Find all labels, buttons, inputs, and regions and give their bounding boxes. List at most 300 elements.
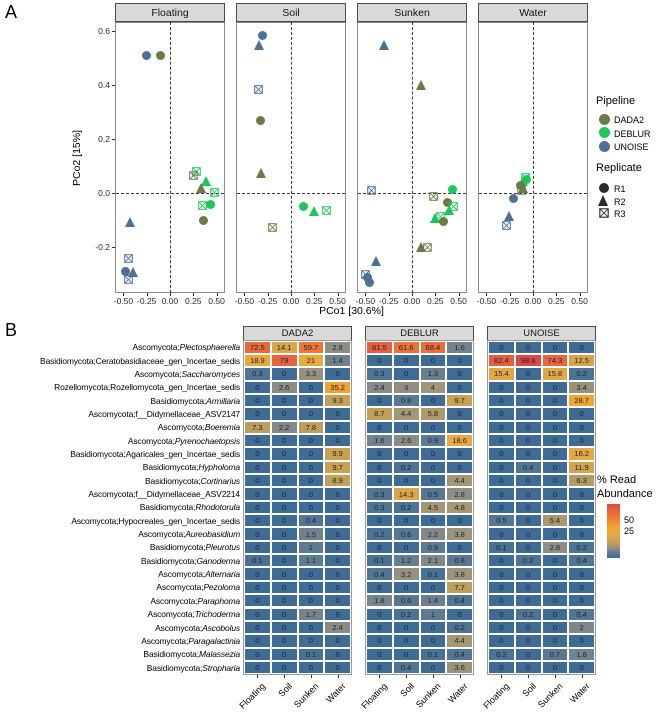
taxon-row-label [0, 527, 240, 540]
heatmap-cell: 0 [542, 554, 569, 567]
heatmap-cell: 4.4 [446, 474, 473, 487]
heatmap-cell: 0 [244, 581, 271, 594]
heatmap-cell: 0 [366, 354, 393, 367]
heatmap-cell: 0.2 [568, 541, 595, 554]
heatmap-cell: 21 [298, 354, 325, 367]
heatmap-cell: 0 [488, 381, 515, 394]
heatmap-cell: 0.2 [393, 608, 420, 621]
heatmap-col-label-floating: Floating [359, 681, 390, 711]
taxon-row-label [0, 634, 240, 647]
pcoa-x-axis-title: PCo1 [30.6%] [319, 305, 384, 317]
y-tick-mark [112, 193, 115, 194]
data-point-dada2-r1 [256, 116, 265, 125]
heatmap-cell: 0 [244, 434, 271, 447]
heatmap-cell: 2.2 [271, 421, 298, 434]
heatmap-cell: 0 [271, 621, 298, 634]
heatmap-cell: 0.2 [515, 608, 542, 621]
heatmap-cell: 0 [488, 594, 515, 607]
taxon-phylum: Ascomycota; [141, 635, 189, 646]
heatmap-cell: 0 [515, 381, 542, 394]
heatmap-cell: 0 [515, 594, 542, 607]
r1-swatch [599, 183, 609, 193]
y-tick-label: 0.4 [98, 80, 110, 91]
heatmap-cell: 2.8 [324, 341, 351, 354]
taxon-genus: Aureobasidium [185, 529, 240, 540]
heatmap-col-tick-mark [257, 675, 258, 678]
dada2-swatch [599, 114, 610, 125]
heatmap-cell: 0 [366, 394, 393, 407]
heatmap-col-label-soil: Soil [398, 681, 417, 699]
taxon-phylum: Ascomycota; [88, 408, 136, 419]
heatmap-cell: 8.9 [324, 474, 351, 487]
heatmap-cell: 4.4 [446, 634, 473, 647]
heatmap-cell: 72.5 [244, 341, 271, 354]
heatmap-cell: 0.4 [568, 554, 595, 567]
heatmap-cell: 0 [244, 648, 271, 661]
x-tick-label: 0.00 [524, 296, 542, 306]
heatmap-cell: 0 [298, 567, 325, 580]
zero-x-reference-line [170, 22, 171, 293]
taxon-row-label [0, 381, 240, 394]
heatmap-cell: 0 [324, 648, 351, 661]
heatmap-cell: 0.4 [568, 608, 595, 621]
y-tick-mark [112, 139, 115, 140]
heatmap-cell: 0 [488, 341, 515, 354]
heatmap-cell: 0 [542, 661, 569, 674]
heatmap-cell: 0 [271, 581, 298, 594]
heatmap-cell: 0 [420, 354, 447, 367]
taxon-row-label [0, 434, 240, 447]
heatmap-col-label-sunken: Sunken [292, 681, 321, 710]
x-tick-label: -0.25 [379, 296, 399, 306]
pcoa-y-axis-title: PCo2 [15%] [71, 129, 83, 187]
taxon-genus: Saccharomyces [181, 368, 240, 379]
taxon-genus: Agaricales_gen_Incertae_sedis [125, 448, 240, 459]
heatmap-cell: 0 [393, 447, 420, 460]
deblur-swatch-icon [598, 127, 610, 139]
heatmap-cell: 0 [298, 581, 325, 594]
heatmap-cell: 0 [515, 367, 542, 380]
heatmap-cell: 0 [515, 661, 542, 674]
heatmap-cell: 0 [244, 461, 271, 474]
heatmap-cell: 0 [515, 407, 542, 420]
taxon-genus: Malassezia [198, 649, 240, 660]
taxon-row-label [0, 608, 240, 621]
heatmap-cell: 0 [515, 501, 542, 514]
heatmap-cell: 0.4 [446, 594, 473, 607]
heatmap-cell: 0 [271, 608, 298, 621]
taxon-phylum: Rozellomycota; [54, 382, 111, 393]
heatmap-cell: 0 [488, 407, 515, 420]
heatmap-cell: 0 [324, 407, 351, 420]
heatmap-cell: 0.3 [366, 501, 393, 514]
heatmap-cell: 4.8 [446, 501, 473, 514]
data-point-dada2-r3 [268, 223, 277, 232]
heatmap-cell: 0.9 [420, 434, 447, 447]
heatmap-cell: 2.6 [393, 434, 420, 447]
data-point-unoise-r2 [125, 217, 135, 227]
legend-item-r1: R1 [614, 184, 626, 194]
heatmap-cell: 3.4 [568, 381, 595, 394]
heatmap-cell: 2.4 [366, 381, 393, 394]
heatmap-cell: 0.6 [393, 594, 420, 607]
heatmap-cell: 0 [393, 421, 420, 434]
taxon-row-label [0, 621, 240, 634]
taxon-genus: Pezoloma [203, 582, 240, 593]
heatmap-cell: 0 [244, 487, 271, 500]
heatmap-cell: 0 [488, 608, 515, 621]
heatmap-cell: 0 [324, 434, 351, 447]
heatmap-cell: 0.7 [542, 648, 569, 661]
taxon-row-label [0, 487, 240, 500]
x-tick-label: 0.00 [403, 296, 421, 306]
heatmap-cell: 2.6 [271, 381, 298, 394]
heatmap-cell: 14.3 [393, 487, 420, 500]
heatmap-cell: 68.4 [420, 341, 447, 354]
heatmap-cell: 4 [420, 381, 447, 394]
x-tick-label: 0.25 [184, 296, 202, 306]
heatmap-cell: 8.7 [366, 407, 393, 420]
heatmap-cell: 0.4 [366, 567, 393, 580]
taxon-genus: Cortinarius [200, 475, 240, 486]
taxon-genus: Rhodotorula [195, 502, 240, 513]
taxon-phylum: Ascomycota; [88, 489, 136, 500]
x-tick-label: 0.50 [329, 296, 346, 306]
heatmap-cell: 0 [488, 434, 515, 447]
heatmap-cell: 0 [446, 354, 473, 367]
heatmap-cell: 7.3 [244, 421, 271, 434]
heatmap-cell: 0 [488, 474, 515, 487]
taxon-phylum: Basidiomycota; [140, 555, 197, 566]
heatmap-cell: 0 [393, 581, 420, 594]
heatmap-cell: 9.3 [324, 394, 351, 407]
heatmap-cell: 4.4 [393, 407, 420, 420]
heatmap-cell: 0 [366, 421, 393, 434]
heatmap-cell: 0.8 [393, 394, 420, 407]
taxon-row-label [0, 581, 240, 594]
heatmap-cell: 15.4 [488, 367, 515, 380]
taxon-phylum: Ascomycota; [158, 569, 206, 580]
taxon-genus: Ceratobasidiaceae_gen_Incertae_sedis [95, 355, 240, 366]
abundance-tick-25: 25 [624, 526, 635, 536]
heatmap-cell: 0 [488, 554, 515, 567]
heatmap-cell: 0 [515, 567, 542, 580]
taxon-genus: f__Didymellaceae_ASV2214 [135, 489, 240, 500]
heatmap-col-tick-mark [406, 675, 407, 678]
zero-x-reference-line [412, 22, 413, 293]
heatmap-cell: 1.6 [366, 434, 393, 447]
heatmap-cell: 0 [568, 594, 595, 607]
heatmap-cell: 0 [244, 501, 271, 514]
taxon-phylum: Basidiomycota; [150, 395, 207, 406]
data-point-deblur-r3 [210, 188, 219, 197]
heatmap-cell: 0 [446, 608, 473, 621]
facet-strip-floating: Floating [115, 3, 225, 22]
heatmap-cell: 0.2 [446, 621, 473, 634]
heatmap-cell: 0 [542, 474, 569, 487]
taxon-genus: Paragalactinia [188, 635, 240, 646]
heatmap-cell: 0 [542, 394, 569, 407]
heatmap-cell: 0 [515, 434, 542, 447]
heatmap-cell: 81.5 [366, 341, 393, 354]
heatmap-cell: 0 [244, 661, 271, 674]
heatmap-cell: 0 [568, 421, 595, 434]
heatmap-cell: 0 [244, 474, 271, 487]
data-point-deblur-r2 [309, 206, 319, 216]
heatmap-cell: 7.8 [298, 421, 325, 434]
heatmap-cell: 0 [488, 581, 515, 594]
heatmap-cell: 0 [568, 581, 595, 594]
heatmap-cell: 0 [488, 394, 515, 407]
heatmap-cell: 0 [366, 447, 393, 460]
heatmap-cell: 0.8 [446, 554, 473, 567]
heatmap-col-label-water: Water [323, 681, 348, 706]
heatmap-cell: 0 [366, 541, 393, 554]
taxon-row-label [0, 421, 240, 434]
y-tick-label: -0.2 [95, 242, 110, 253]
heatmap-cell: 7.7 [446, 581, 473, 594]
heatmap-cell: 59.7 [298, 341, 325, 354]
heatmap-cell: 2 [568, 621, 595, 634]
heatmap-cell: 0 [324, 661, 351, 674]
heatmap-cell: 3.8 [446, 567, 473, 580]
taxon-phylum: Basidiomycota; [149, 542, 206, 553]
data-point-deblur-r3 [322, 206, 331, 215]
heatmap-cell: 0 [298, 461, 325, 474]
heatmap-group-strip-deblur: DEBLUR [365, 326, 474, 341]
heatmap-cell: 0 [271, 461, 298, 474]
heatmap-cell: 0 [366, 474, 393, 487]
x-tick-label: 0.50 [450, 296, 467, 306]
taxon-phylum: Basidiomycota; [142, 462, 199, 473]
r2-triangle-icon [598, 195, 610, 207]
taxon-genus: Plectosphaerella [179, 342, 240, 353]
heatmap-cell: 0 [244, 621, 271, 634]
heatmap-cell: 0 [324, 554, 351, 567]
taxon-genus: Pleurotus [205, 542, 240, 553]
taxon-row-label [0, 514, 240, 527]
taxon-genus: f__Didymellaceae_ASV2147 [135, 408, 240, 419]
heatmap-cell: 1.4 [420, 594, 447, 607]
taxon-row-label [0, 461, 240, 474]
heatmap-cell: 0 [271, 487, 298, 500]
taxon-phylum: Ascomycota; [155, 622, 203, 633]
heatmap-col-label-soil: Soil [276, 681, 295, 699]
heatmap-cell: 0 [244, 608, 271, 621]
taxon-row-label [0, 367, 240, 380]
heatmap-cell: 1.8 [366, 594, 393, 607]
heatmap-cell: 0 [324, 487, 351, 500]
data-point-dada2-r2 [416, 80, 426, 90]
heatmap-col-tick-mark [460, 675, 461, 678]
heatmap-cell: 0 [366, 621, 393, 634]
heatmap-cell: 0 [366, 514, 393, 527]
heatmap-cell: 1 [298, 541, 325, 554]
x-tick-label: -0.50 [355, 296, 376, 306]
heatmap-cell: 61.6 [393, 341, 420, 354]
heatmap-cell: 0 [298, 381, 325, 394]
taxon-row-label [0, 447, 240, 460]
heatmap-cell: 0.3 [244, 367, 271, 380]
heatmap-group-strip-dada2: DADA2 [243, 326, 352, 341]
taxon-phylum: Basidiomycota; [40, 355, 96, 366]
heatmap-cell: 0 [271, 367, 298, 380]
heatmap-cell: 0 [515, 514, 542, 527]
heatmap-cell: 0 [366, 634, 393, 647]
taxon-row-label [0, 648, 240, 661]
heatmap-cell: 0 [366, 608, 393, 621]
r1-circle-icon [598, 182, 610, 194]
heatmap-cell: 0.3 [366, 487, 393, 500]
heatmap-cell: 0 [244, 567, 271, 580]
heatmap-cell: 0 [568, 341, 595, 354]
y-tick-label: 0.2 [98, 134, 110, 145]
heatmap-cell: 0 [324, 608, 351, 621]
data-point-deblur-r1 [299, 202, 308, 211]
heatmap-cell: 0 [271, 394, 298, 407]
heatmap-cell: 0 [324, 541, 351, 554]
heatmap-cell: 0 [324, 501, 351, 514]
taxon-row-label [0, 354, 240, 367]
legend-item-unoise: UNOISE [614, 142, 649, 152]
heatmap-cell: 0 [542, 581, 569, 594]
x-tick-label: 0.50 [571, 296, 588, 306]
heatmap-cell: 0 [446, 381, 473, 394]
heatmap-cell: 0 [568, 567, 595, 580]
heatmap-cell: 0.3 [366, 367, 393, 380]
heatmap-cell: 0 [420, 474, 447, 487]
heatmap-cell: 1 [420, 608, 447, 621]
heatmap-cell: 18.6 [446, 434, 473, 447]
data-point-unoise-r1 [258, 31, 267, 40]
heatmap-cell: 0 [420, 421, 447, 434]
heatmap-cell: 0.2 [393, 501, 420, 514]
heatmap-cell: 0 [271, 554, 298, 567]
heatmap-cell: 0 [515, 487, 542, 500]
heatmap-cell: 0 [298, 434, 325, 447]
heatmap-cell: 2.8 [542, 541, 569, 554]
heatmap-cell: 0 [393, 634, 420, 647]
x-tick-label: 0.25 [305, 296, 323, 306]
heatmap-cell: 0 [420, 581, 447, 594]
heatmap-cell: 0 [568, 527, 595, 540]
taxon-phylum: Ascomycota; [157, 422, 205, 433]
y-tick-mark [112, 85, 115, 86]
facet-strip-soil: Soil [236, 3, 346, 22]
heatmap-col-tick-mark [528, 675, 529, 678]
heatmap-cell: 0 [568, 634, 595, 647]
heatmap-cell: 0.2 [393, 461, 420, 474]
heatmap-cell: 0 [515, 541, 542, 554]
taxon-row-label [0, 341, 240, 354]
heatmap-cell: 0.2 [366, 527, 393, 540]
heatmap-cell: 2.1 [420, 554, 447, 567]
y-tick-mark [112, 31, 115, 32]
heatmap-cell: 0 [393, 621, 420, 634]
heatmap-cell: 0 [298, 407, 325, 420]
panel-a-label: A [5, 2, 18, 22]
heatmap-cell: 0 [446, 407, 473, 420]
heatmap-cell: 0 [244, 381, 271, 394]
heatmap-cell: 0 [515, 648, 542, 661]
heatmap-cell: 0 [244, 394, 271, 407]
heatmap-cell: 0 [542, 567, 569, 580]
taxon-phylum: Ascomycota; [138, 529, 186, 540]
heatmap-cell: 0 [324, 567, 351, 580]
taxon-genus: Pyrenochaetopsis [174, 435, 240, 446]
heatmap-cell: 0 [515, 527, 542, 540]
r2-swatch [598, 195, 608, 206]
data-point-dada2-r2 [256, 168, 266, 178]
heatmap-cell: 98.8 [515, 354, 542, 367]
heatmap-cell: 0 [366, 461, 393, 474]
heatmap-cell: 0 [542, 461, 569, 474]
heatmap-cell: 1.3 [420, 367, 447, 380]
heatmap-cell: 0 [542, 501, 569, 514]
data-point-unoise-r3 [124, 254, 133, 263]
taxon-phylum: Ascomycota; [147, 609, 195, 620]
heatmap-cell: 0 [542, 594, 569, 607]
x-tick-label: -0.50 [113, 296, 134, 306]
heatmap-cell: 0.6 [393, 527, 420, 540]
heatmap-cell: 0 [298, 394, 325, 407]
heatmap-cell: 3.2 [393, 567, 420, 580]
heatmap-cell: 0 [244, 407, 271, 420]
zero-y-reference-line [479, 193, 587, 194]
heatmap-cell: 0 [542, 341, 569, 354]
heatmap-cell: 0.1 [244, 554, 271, 567]
heatmap-col-tick-mark [284, 675, 285, 678]
heatmap-cell: 0.1 [420, 567, 447, 580]
taxon-phylum: Ascomycota; [132, 342, 180, 353]
pipeline-legend-title: Pipeline [596, 95, 636, 107]
heatmap-cell: 3.3 [298, 367, 325, 380]
taxon-genus: Trichoderma [194, 609, 240, 620]
heatmap-cell: 0.1 [488, 541, 515, 554]
heatmap-cell: 0 [488, 621, 515, 634]
heatmap-cell: 0.5 [488, 514, 515, 527]
heatmap-cell: 0 [542, 621, 569, 634]
heatmap-cell: 0.4 [298, 514, 325, 527]
heatmap-cell: 0 [542, 381, 569, 394]
heatmap-col-label-sunken: Sunken [414, 681, 443, 710]
panel-b-label: B [5, 320, 18, 340]
heatmap-cell: 14.1 [271, 341, 298, 354]
heatmap-group-strip-unoise: UNOISE [487, 326, 596, 341]
heatmap-col-label-water: Water [445, 681, 470, 706]
data-point-dada2-r3 [517, 186, 526, 195]
heatmap-cell: 0 [324, 594, 351, 607]
heatmap-cell: 0.1 [298, 648, 325, 661]
taxon-phylum: Ascomycota; [71, 515, 119, 526]
taxon-row-label [0, 394, 240, 407]
taxon-genus: Armillaria [206, 395, 240, 406]
heatmap-cell: 0 [515, 474, 542, 487]
heatmap-cell: 0 [271, 514, 298, 527]
heatmap-cell: 0 [271, 407, 298, 420]
taxon-row-label [0, 501, 240, 514]
heatmap-cell: 0 [271, 634, 298, 647]
heatmap-cell: 0 [393, 648, 420, 661]
heatmap-col-label-floating: Floating [481, 681, 512, 711]
heatmap-cell: 9.7 [446, 394, 473, 407]
heatmap-cell: 0 [542, 447, 569, 460]
x-tick-label: -0.50 [234, 296, 255, 306]
heatmap-cell: 0 [488, 501, 515, 514]
taxon-genus: Boeremia [204, 422, 240, 433]
heatmap-cell: 1.6 [446, 341, 473, 354]
heatmap-cell: 0 [393, 367, 420, 380]
